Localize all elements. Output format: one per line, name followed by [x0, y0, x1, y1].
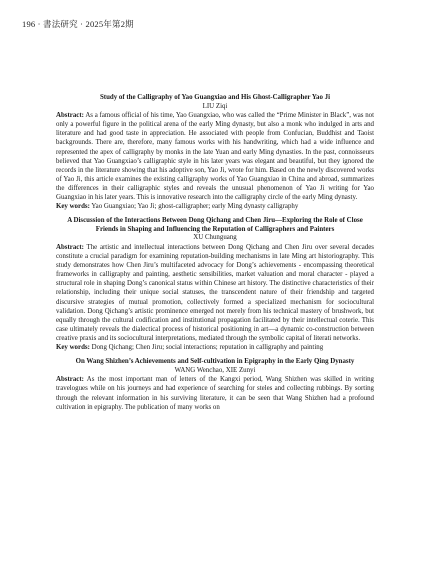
article-title: Study of the Calligraphy of Yao Guangxiao and His Ghost-Calligrapher Yao Ji: [99, 94, 331, 101]
abstract-text: As the most important man of letters of the Kangxi period, Wang Shizhen was skilled in writing travelogues while on his journeys and had experience of searching for steles and collecting rubbings. By sorting through the relevant information in his surviving literature, it can be seen that Wang Shizhen had a profound cultivation in epigraphy. The publication of many works on: [56, 376, 375, 411]
article-3: [56, 358, 374, 412]
article-1: [56, 94, 374, 211]
abstract-label: Abstract:: [56, 376, 84, 384]
article-author: WANG Wenchao, XIE Zunyi: [174, 366, 256, 374]
article-abstract: [56, 111, 374, 202]
abstract-text: The artistic and intellectual interactions between Dong Qichang and Chen Jiru over several decades constitute a crucial paradigm for examining reputation-building mechanisms in late Ming art historiography. This study demonstrates how Chen Jiru’s multifaceted advocacy for Dong’s achievements - encompassing theoretical frameworks in calligraphy and painting, aesthetic sensibilities, market valuation and moral character - played a structural role in shaping Dong’s canonical status within Chinese art history. The distinctive characteristics of their relationship, including their unique social statuses, the transcendent nature of their friendship and targeted discursive strategies of mutual promotion, collectively formed a specialized mechanism for sociocultural validation. Dong Qichang’s artistic prominence emerged not merely from his technical mastery of brushwork, but equally through the cultural codification and institutional propagation facilitated by their intellectual coterie. This case ultimately reveals the dialectical process of historical positioning in art—a dynamic co-construction between creative praxis and its sociocultural interpretations, mediated through the symbolic capital of literati networks.: [56, 244, 374, 342]
article-author: XU Chunguang: [193, 234, 237, 242]
article-abstract: [56, 375, 374, 411]
article-title: A Discussion of the Interactions Between Dong Qichang and Chen Jiru—Exploring the Role of Close Friends in Shaping and Influencing the Reputation of Calligraphers and Painters: [67, 217, 363, 233]
article-2: [56, 217, 374, 352]
keywords-label: Key words:: [56, 344, 90, 352]
keywords-text: Yao Guangxiao; Yao Ji; ghost-calligrapher; early Ming dynasty calligraphy: [91, 203, 299, 211]
article-author: LIU Ziqi: [202, 102, 228, 110]
article-keywords: [56, 343, 374, 352]
abstract-label: Abstract:: [56, 112, 84, 120]
running-header: 196 · 書法研究 · 2025年第2期: [22, 19, 134, 29]
abstract-text: As a famous official of his time, Yao Guangxiao, who was called the “Prime Minister in Black”, was not only a powerful figure in the political arena of the early Ming dynasty, but also a monk who indulged in arts and literature and had good taste in appreciation. He associated with people from Confucian, Buddhist and Taoist backgrounds. There are, therefore, many famous works with his handwriting, which had a wide influence and represented the apex of calligraphy by monks in the late Yuan and early Ming dynasties. In the past, connoisseurs believed that Yao Guangxiao’s calligraphic style in his later years was elegant and beautiful, but they ignored the records in the literature showing that his adoptive son, Yao Ji, wrote for him. Based on the newly discovered works of Yao Ji, this article examines the existing calligraphy works of Yao Guangxiao in China and abroad, summarizes the differences in their calligraphic styles and reveals the unusual phenomenon of Yao Ji writing for Yao Guangxiao in his later years. This is innovative research into the calligraphy circle of the early Ming dynasty.: [56, 112, 375, 202]
article-keywords: [56, 202, 374, 211]
article-title: On Wang Shizhen’s Achievements and Self-cultivation in Epigraphy in the Early Qing Dynasty: [75, 358, 355, 366]
abstract-label: Abstract:: [56, 244, 84, 251]
keywords-text: Dong Qichang; Chen Jiru; social interactions; reputation in calligraphy and painting: [91, 344, 324, 352]
keywords-label: Key words:: [56, 203, 90, 211]
abstracts-column: [56, 94, 374, 418]
article-abstract: [56, 243, 374, 343]
